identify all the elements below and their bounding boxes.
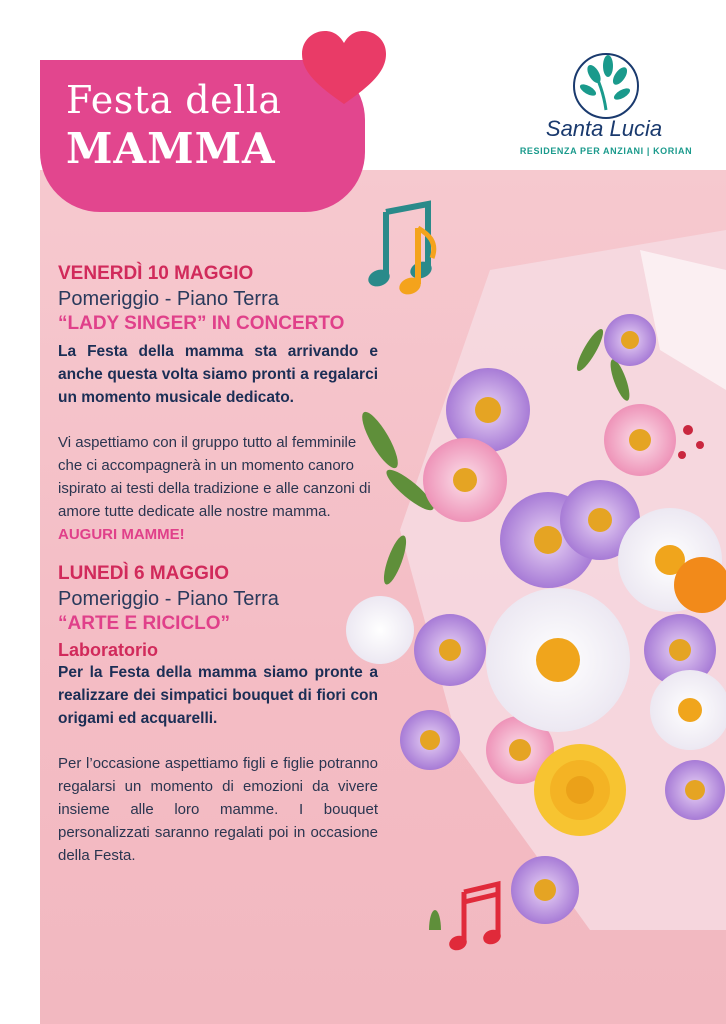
event-place: Pomeriggio - Piano Terra [58, 588, 279, 610]
event-2 [58, 562, 378, 867]
title-line-2: MAMMA [66, 124, 276, 173]
event-subtitle: Laboratorio [58, 640, 159, 660]
event-name: “LADY SINGER” IN CONCERTO [58, 313, 345, 334]
event-intro: Per la Festa della mamma siamo pronte a realizzare dei simpatici bouquet di fiori con origami ed acquarelli. [58, 664, 378, 727]
event-date: VENERDÌ 10 MAGGIO [58, 263, 254, 284]
content-column [58, 262, 378, 867]
title-line-1: Festa della [66, 78, 282, 122]
event-body-text: Vi aspettiamo con il gruppo tutto al femminile che ci accompagnerà in un momento canoro ispirato ai testi della tradizione e alle canzoni di amore tutte dedicate alle nostre mamma. [58, 434, 371, 520]
event-body [58, 431, 378, 546]
event-name: “ARTE E RICICLO” [58, 613, 231, 634]
event-body: Per l’occasione aspettiamo figli e figlie potranno regalarsi un momento di emozioni da vivere insieme alle loro mamme. I bouquet personalizzati saranno regalati poi in occasione della Festa. [58, 755, 378, 864]
event-intro: La Festa della mamma sta arrivando e anche questa volta siamo pronti a regalarci un momento musicale dedicato. [58, 343, 378, 406]
event-1 [58, 262, 378, 546]
logo-name: Santa Lucia [545, 116, 663, 141]
music-notes-icon [448, 880, 506, 956]
logo-subtitle: RESIDENZA PER ANZIANI | KORIAN [519, 146, 693, 156]
event-place: Pomeriggio - Piano Terra [58, 288, 279, 310]
event-highlight: AUGURI MAMME! [58, 526, 185, 543]
flower-bouquet [340, 230, 726, 930]
event-date: LUNEDÌ 6 MAGGIO [58, 563, 230, 584]
heart-icon [298, 28, 390, 108]
